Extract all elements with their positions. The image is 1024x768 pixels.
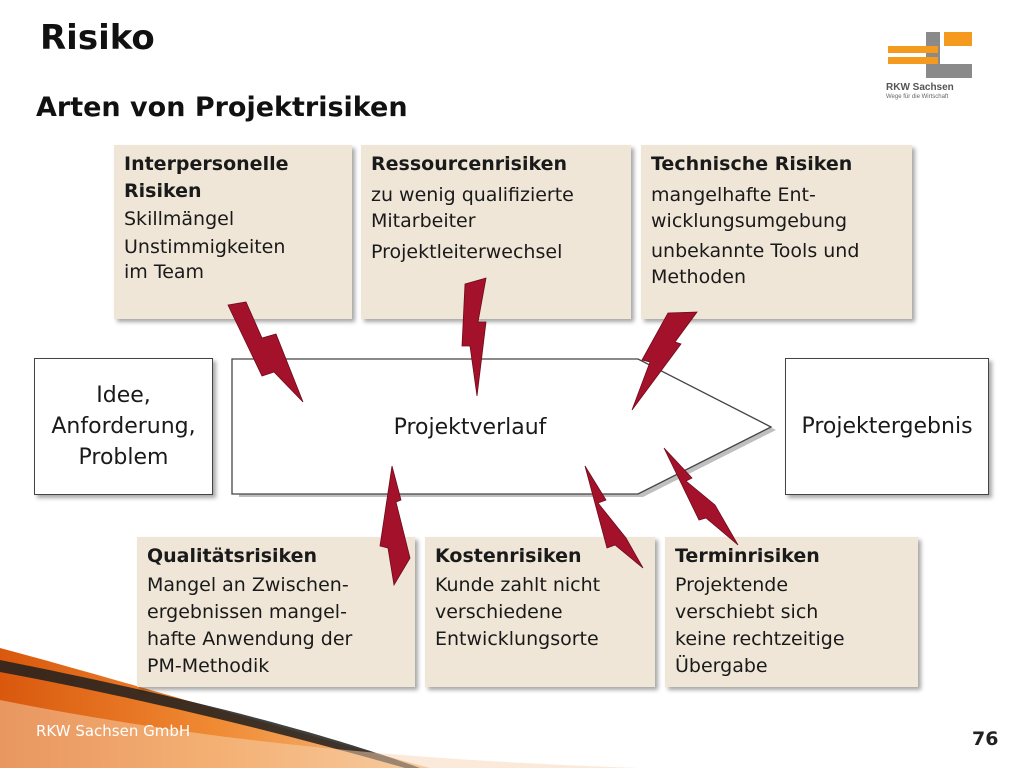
process-end-label: Projektergebnis [801, 414, 973, 439]
risk-item: Entwicklungsorte [435, 628, 599, 650]
risk-title: Technische Risiken [651, 153, 853, 175]
risk-box-quality [137, 537, 415, 687]
page-title: Risiko [40, 18, 155, 58]
risk-item: hafte Anwendung der [147, 628, 353, 650]
process-middle-label: Projektverlauf [393, 414, 547, 440]
logo-name: RKW Sachsen [886, 82, 954, 93]
logo-tagline: Wege für die Wirtschaft [886, 94, 949, 100]
risk-title: Terminrisiken [675, 545, 820, 567]
risk-item: Methoden [651, 266, 746, 288]
process-start-line: Problem [78, 445, 169, 470]
risk-title: Kostenrisiken [435, 545, 582, 567]
risk-item: im Team [124, 261, 205, 283]
risk-item: Übergabe [675, 655, 768, 677]
footer-company: RKW Sachsen GmbH [36, 722, 191, 740]
risk-item: mangelhafte Ent- [651, 184, 816, 206]
risk-item: keine rechtzeitige [675, 628, 845, 650]
risk-title: Risiken [124, 180, 202, 202]
risk-box-schedule [665, 537, 918, 687]
risk-box-technical [641, 145, 912, 319]
process-start-box [34, 358, 213, 495]
risk-box-interpersonal [114, 145, 352, 319]
page-subtitle: Arten von Projektrisiken [36, 92, 408, 123]
risk-item: Kunde zahlt nicht [435, 574, 601, 596]
risk-title: Qualitätsrisiken [147, 545, 318, 567]
risk-title: Interpersonelle [124, 153, 289, 175]
risk-item: ergebnissen mangel- [147, 601, 347, 623]
page-number: 76 [972, 728, 999, 750]
risk-item: verschiebt sich [675, 601, 819, 623]
risk-item: Projektende [675, 574, 789, 596]
risk-box-costs [425, 537, 655, 687]
risk-item: Projektleiterwechsel [371, 241, 563, 263]
risk-box-resources [361, 145, 631, 319]
risk-item: zu wenig qualifizierte [371, 184, 574, 206]
process-start-line: Idee, [96, 383, 151, 408]
risk-item: Skillmängel [124, 208, 235, 230]
risk-item: Mangel an Zwischen- [147, 574, 349, 596]
process-start-line: Anforderung, [51, 414, 196, 439]
risk-title: Ressourcenrisiken [371, 153, 568, 175]
risk-item: verschiedene [435, 601, 563, 623]
risk-item: wicklungsumgebung [651, 210, 848, 232]
rkw-logo-mark-icon [886, 30, 976, 82]
rkw-logo [886, 30, 976, 104]
risk-item: Mitarbeiter [371, 210, 476, 232]
risk-item: PM-Methodik [147, 655, 270, 677]
risk-item: unbekannte Tools und [651, 240, 860, 262]
process-end-box [785, 358, 989, 495]
risk-item: Unstimmigkeiten [124, 236, 286, 258]
